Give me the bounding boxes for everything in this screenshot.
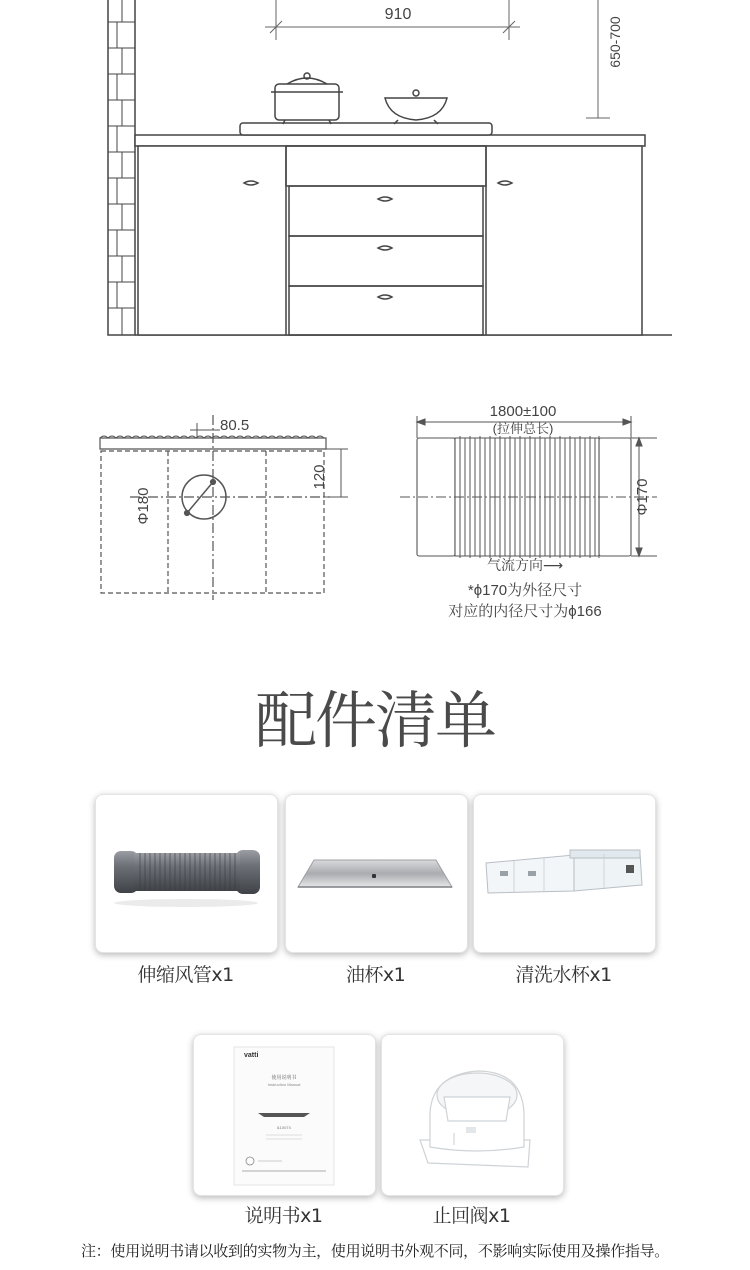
accessory-card-oil-cup bbox=[285, 794, 468, 953]
manual-brand: vatti bbox=[244, 1052, 259, 1059]
cleaning-cup-icon bbox=[474, 795, 655, 952]
duct-length-label: 1800±100 bbox=[489, 403, 557, 420]
duct-length-note: (拉伸总长) bbox=[492, 421, 554, 436]
accessory-card-manual bbox=[193, 1034, 376, 1196]
flex-duct-icon bbox=[96, 795, 277, 952]
accessory-label-flex-duct: 伸缩风管x1 bbox=[137, 964, 234, 986]
accessory-card-check-valve bbox=[381, 1034, 564, 1196]
accessory-card-flex-duct bbox=[95, 794, 278, 953]
accessory-label-cleaning-cup: 清洗水杯x1 bbox=[515, 964, 612, 986]
hole-diameter-label: Φ180 bbox=[135, 487, 152, 525]
manual-title: 使用说明书 bbox=[271, 1075, 297, 1081]
check-valve-icon bbox=[382, 1035, 563, 1195]
wall-cutout-diagram bbox=[90, 405, 360, 605]
duct-diameter-label: Φ170 bbox=[634, 478, 651, 516]
manual-icon bbox=[194, 1035, 375, 1195]
depth-dimension-label: 120 bbox=[311, 464, 328, 490]
airflow-direction-label: 气流方向⟶ bbox=[486, 557, 564, 573]
manual-subtitle: Instruction Manual bbox=[267, 1082, 301, 1087]
flex-duct-diagram bbox=[395, 398, 675, 623]
duct-note-line1: *ϕ170为外径尺寸 bbox=[467, 582, 583, 599]
offset-dimension-label: 80.5 bbox=[220, 417, 250, 434]
oil-cup-icon bbox=[286, 795, 467, 952]
accessory-label-manual: 说明书x1 bbox=[244, 1205, 323, 1227]
kitchen-cabinet-diagram bbox=[0, 0, 750, 345]
duct-note-line2: 对应的内径尺寸为ϕ166 bbox=[448, 603, 602, 620]
footer-note: 注：使用说明书请以收到的实物为主，使用说明书外观不同，不影响实际使用及操作指导。 bbox=[80, 1242, 669, 1260]
height-dimension-label: 650-700 bbox=[607, 16, 623, 68]
accessories-title: 配件清单 bbox=[254, 684, 495, 757]
accessory-card-cleaning-cup bbox=[473, 794, 656, 953]
accessory-label-check-valve: 止回阀x1 bbox=[432, 1205, 511, 1227]
accessory-label-oil-cup: 油杯x1 bbox=[345, 964, 406, 986]
manual-model: i11007X bbox=[276, 1125, 292, 1130]
width-dimension-label: 910 bbox=[384, 6, 412, 23]
